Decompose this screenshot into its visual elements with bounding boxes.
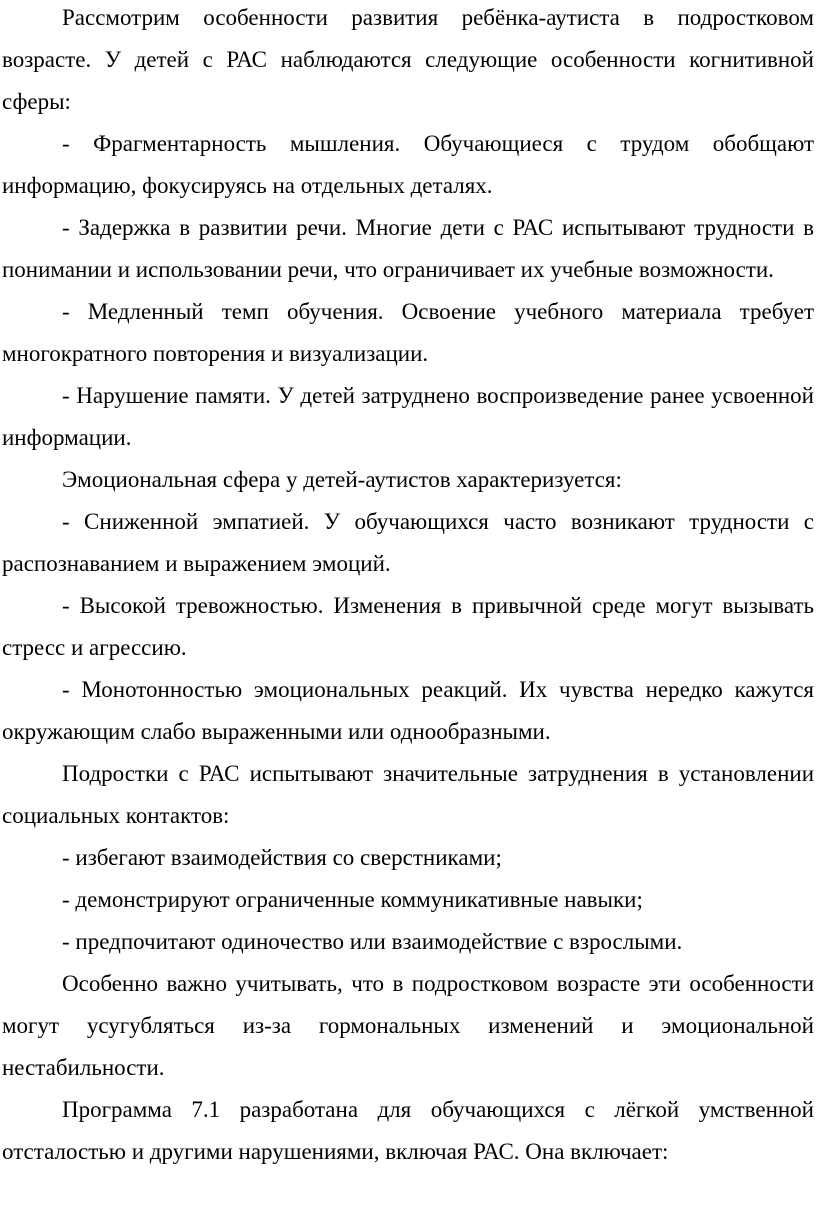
paragraph-memory-impairment: - Нарушение памяти. У детей затруднено воспроизведение ранее усвоенной информации.	[2, 383, 814, 450]
list-item-avoid-peers: - избегают взаимодействия со сверстниками;	[62, 845, 502, 870]
paragraph-program-7-1: Программа 7.1 разработана для обучающихся с лёгкой умственной отсталостью и другими нарушениями, включая РАС. Она включает:	[2, 1097, 814, 1164]
list-item-limited-skills: - демонстрируют ограниченные коммуникативные навыки;	[62, 887, 643, 912]
paragraph-monotonous-reactions: - Монотонностью эмоциональных реакций. Их чувства нередко кажутся окружающим слабо выраженными или однообразными.	[2, 677, 814, 744]
paragraph-fragmentary-thinking: - Фрагментарность мышления. Обучающиеся с трудом обобщают информацию, фокусируясь на отдельных деталях.	[2, 131, 814, 198]
paragraph-high-anxiety: - Высокой тревожностью. Изменения в привычной среде могут вызывать стресс и агрессию.	[2, 593, 814, 660]
paragraph-reduced-empathy: - Сниженной эмпатией. У обучающихся часто возникают трудности с распознаванием и выражением эмоций.	[2, 509, 814, 576]
paragraph-emotional-sphere: Эмоциональная сфера у детей-аутистов характеризуется:	[62, 467, 622, 492]
paragraph-intro: Рассмотрим особенности развития ребёнка-аутиста в подростковом возрасте. У детей с РАС наблюдаются следующие особенности когнитивной сферы:	[2, 5, 814, 114]
paragraph-adolescence-note: Особенно важно учитывать, что в подростковом возрасте эти особенности могут усугубляться из-за гормональных изменений и эмоциональной нестабильности.	[2, 971, 814, 1080]
paragraph-social-contacts: Подростки с РАС испытывают значительные затруднения в установлении социальных контактов:	[2, 761, 814, 828]
paragraph-slow-learning: - Медленный темп обучения. Освоение учебного материала требует многократного повторения и визуализации.	[2, 299, 814, 366]
paragraph-speech-delay: - Задержка в развитии речи. Многие дети с РАС испытывают трудности в понимании и использовании речи, что ограничивает их учебные возможности.	[2, 215, 814, 282]
list-item-prefer-solitude: - предпочитают одиночество или взаимодействие с взрослыми.	[62, 929, 683, 954]
